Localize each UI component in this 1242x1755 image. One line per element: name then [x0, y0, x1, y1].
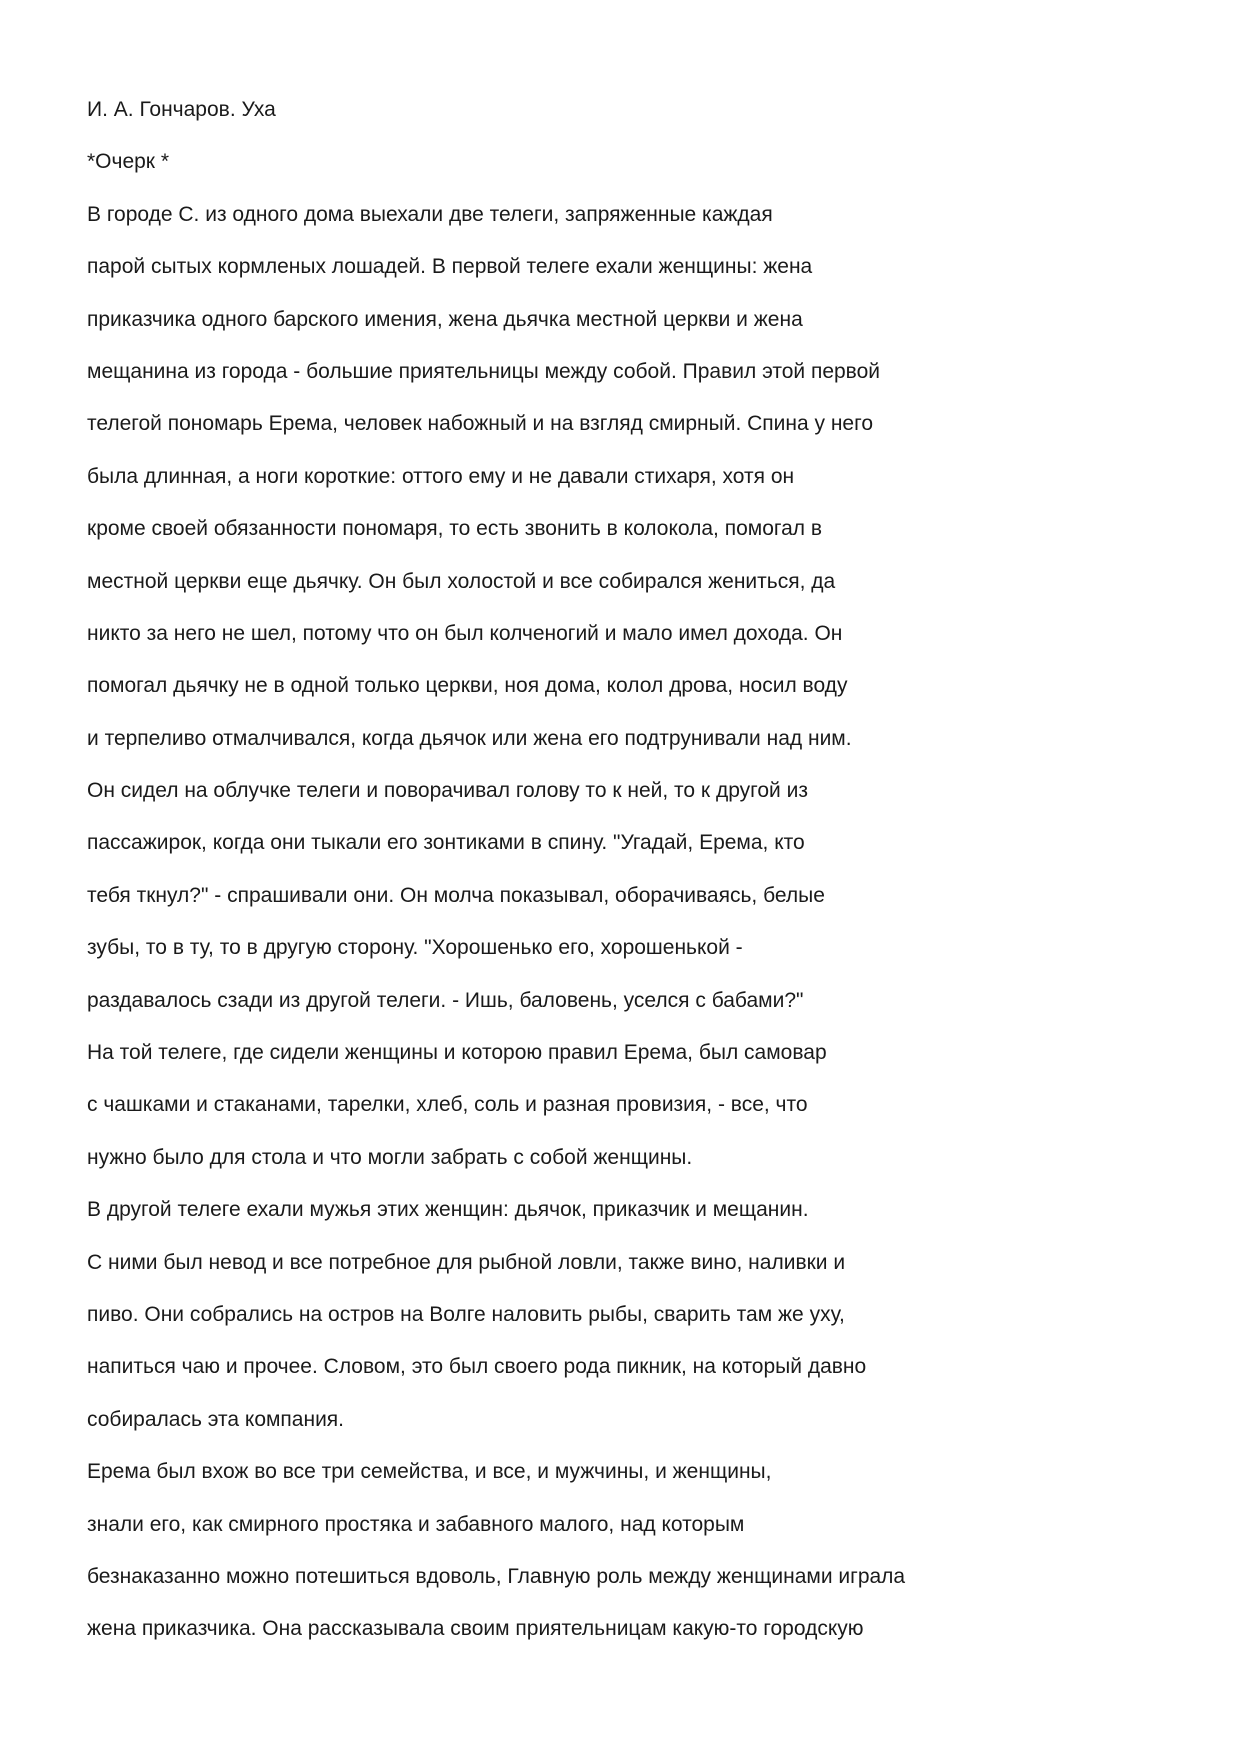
document-subtitle: *Очерк *	[87, 150, 170, 174]
document-text	[87, 84, 1167, 1656]
text-line: помогал дьячку не в одной только церкви, ноя дома, колол дрова, носил воду	[87, 674, 848, 698]
text-line: зубы, то в ту, то в другую сторону. "Хорошенько его, хорошенькой -	[87, 936, 743, 960]
text-line: На той телеге, где сидели женщины и которою правил Ерема, был самовар	[87, 1041, 827, 1065]
text-line: нужно было для стола и что могли забрать с собой женщины.	[87, 1145, 693, 1169]
text-line: В другой телеге ехали мужья этих женщин: дьячок, приказчик и мещанин.	[87, 1198, 809, 1222]
text-line: Он сидел на облучке телеги и поворачивал голову то к ней, то к другой из	[87, 779, 808, 803]
text-line: пассажирок, когда они тыкали его зонтиками в спину. "Угадай, Ерема, кто	[87, 831, 805, 855]
text-line: напиться чаю и прочее. Словом, это был своего рода пикник, на который давно	[87, 1355, 867, 1379]
text-line: приказчика одного барского имения, жена дьячка местной церкви и жена	[87, 307, 803, 331]
text-line: безнаказанно можно потешиться вдоволь, Главную роль между женщинами играла	[87, 1564, 906, 1588]
text-line: никто за него не шел, потому что он был колченогий и мало имел дохода. Он	[87, 621, 843, 645]
text-line: тебя ткнул?" - спрашивали они. Он молча показывал, оборачиваясь, белые	[87, 883, 825, 907]
text-line: парой сытых кормленых лошадей. В первой телеге ехали женщины: жена	[87, 255, 813, 279]
text-line: Ерема был вхож во все три семейства, и все, и мужчины, и женщины,	[87, 1460, 772, 1484]
text-line: В городе С. из одного дома выехали две телеги, запряженные каждая	[87, 202, 773, 226]
text-line: местной церкви еще дьячку. Он был холостой и все собирался жениться, да	[87, 569, 836, 593]
text-line: с чашками и стаканами, тарелки, хлеб, соль и разная провизия, - все, что	[87, 1093, 808, 1117]
text-line: пиво. Они собрались на остров на Волге наловить рыбы, сварить там же уху,	[87, 1302, 845, 1326]
text-line: С ними был невод и все потребное для рыбной ловли, также вино, наливки и	[87, 1250, 846, 1274]
text-line: телегой пономарь Ерема, человек набожный и на взгляд смирный. Спина у него	[87, 412, 873, 436]
text-line: мещанина из города - большие приятельницы между собой. Правил этой первой	[87, 359, 881, 383]
document-title: И. А. Гончаров. Уха	[87, 98, 276, 121]
text-line: раздавалось сзади из другой телеги. - Ишь, баловень, уселся с бабами?"	[87, 988, 804, 1012]
text-line: знали его, как смирного простяка и забавного малого, над которым	[87, 1512, 745, 1536]
text-line: была длинная, а ноги короткие: оттого ему и не давали стихаря, хотя он	[87, 464, 795, 488]
text-line: кроме своей обязанности пономаря, то есть звонить в колокола, помогал в	[87, 517, 822, 541]
text-line: собиралась эта компания.	[87, 1407, 345, 1431]
text-line: жена приказчика. Она рассказывала своим приятельницам какую-то городскую	[87, 1617, 864, 1641]
text-line: и терпеливо отмалчивался, когда дьячок или жена его подтрунивали над ним.	[87, 726, 852, 750]
